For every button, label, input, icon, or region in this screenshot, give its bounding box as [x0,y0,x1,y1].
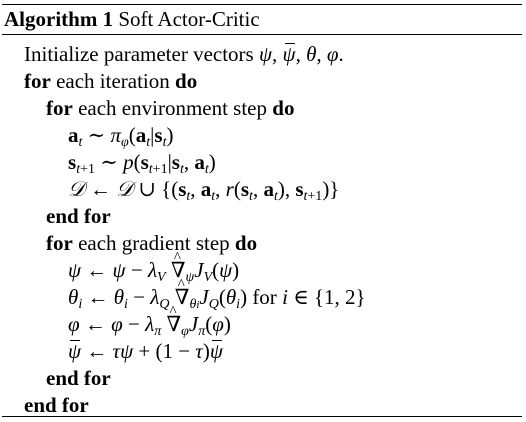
end-for-keyword: end for [46,204,111,228]
line-store-buffer: 𝒟 ← 𝒟 ∪ {($s_t$, $a_t$, $r(s_t$, $a_t$), $s_{t+1}$)} [68,177,340,204]
line-update-psibar: ψ ← τψ + (1 − τ)ψ [68,339,223,363]
line-update-theta: $\theta_i$ ← $\theta_i - \lambda_Q$ ^ $\nabla_{\theta i}J_Q(\theta_i)$ for i ∈ {1, 2} [68,285,366,309]
for-keyword: for [24,69,51,93]
init-params: ψ, ψ, θ, φ [258,42,339,66]
algorithm-box [2,4,522,418]
end-for-keyword: end for [24,393,89,417]
for-env-text: each environment step [78,96,268,120]
line-end-for-env [46,204,111,228]
do-keyword: do [175,69,198,93]
for-i-text: for [252,285,277,309]
line-update-psi: ψ ← $\psi - \lambda_V$ ^ $\nabla_\psi J_V(\psi)$ [68,258,239,282]
line-for-iteration [24,69,197,93]
init-text: Initialize parameter vectors [24,42,254,66]
do-keyword: do [272,96,295,120]
end-for-keyword: end for [46,366,111,390]
line-for-env-step [46,96,294,120]
line-end-for-iteration [24,393,89,417]
line-update-phi: φ ← $\varphi - \lambda_\pi$ ^ $\nabla_\varphi J_\pi(\varphi)$ [68,312,231,336]
for-keyword: for [46,96,73,120]
line-for-grad-step [46,231,257,255]
algorithm-caption [4,7,260,31]
line-initialize: Initialize parameter vectors ψ, ψ, θ, φ. [24,42,344,66]
for-grad-text: each gradient step [78,231,230,255]
line-sample-state: $s_{t+1}$ ∼ $p(s_{t+1}|s_t$, $a_t$) [68,150,216,177]
algorithm-label: Algorithm 1 [4,7,114,31]
for-iteration-text: each iteration [56,69,170,93]
bottom-rule [2,416,522,417]
for-keyword: for [46,231,73,255]
algorithm-title: Soft Actor-Critic [118,7,260,31]
caption-rule [2,34,522,35]
line-end-for-grad [46,366,111,390]
do-keyword: do [234,231,258,255]
line-sample-action: $a_t$ ∼ $\pi_\varphi(a_t|s_t)$ [68,123,174,150]
top-rule [2,4,522,5]
